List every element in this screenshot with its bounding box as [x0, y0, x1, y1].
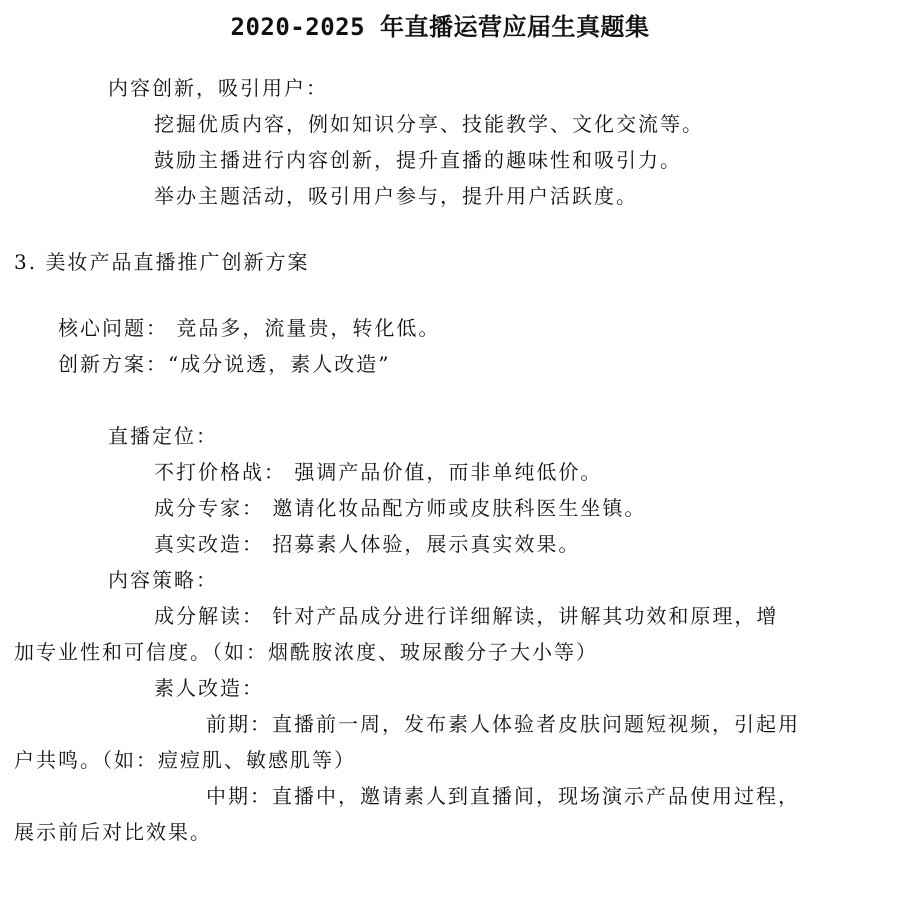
spacer	[14, 382, 866, 418]
document-title: 2020-2025 年直播运营应届生真题集	[230, 13, 650, 41]
content-strategy-label: 内容策略：	[108, 568, 218, 592]
spacer	[14, 280, 866, 310]
mid-stage-line: 中期：直播中，邀请素人到直播间，现场演示产品使用过程，	[206, 784, 800, 808]
early-stage-continuation: 户共鸣。（如：痘痘肌、敏感肌等）	[14, 748, 356, 772]
innovation-plan: 创新方案：“成分说透，素人改造”	[58, 352, 391, 376]
intro-item: 挖掘优质内容，例如知识分享、技能教学、文化交流等。	[154, 112, 704, 136]
positioning-item: 真实改造： 招募素人体验，展示真实效果。	[154, 532, 581, 556]
ingredient-analysis-continuation: 加专业性和可信度。（如：烟酰胺浓度、玻尿酸分子大小等）	[14, 640, 598, 664]
positioning-item: 成分专家： 邀请化妆品配方师或皮肤科医生坐镇。	[154, 496, 647, 520]
intro-item: 举办主题活动，吸引用户参与，提升用户活跃度。	[154, 184, 638, 208]
section-heading: 3. 美妆产品直播推广创新方案	[14, 250, 310, 274]
positioning-item: 不打价格战： 强调产品价值，而非单纯低价。	[154, 460, 603, 484]
early-stage-line: 前期：直播前一周，发布素人体验者皮肤问题短视频，引起用	[206, 712, 800, 736]
intro-item: 鼓励主播进行内容创新，提升直播的趣味性和吸引力。	[154, 148, 682, 172]
mid-stage-continuation: 展示前后对比效果。	[14, 820, 212, 844]
spacer	[14, 214, 866, 244]
positioning-label: 直播定位：	[108, 424, 218, 448]
core-issue: 核心问题： 竞品多，流量贵，转化低。	[58, 316, 441, 340]
intro-label: 内容创新，吸引用户：	[108, 76, 328, 100]
makeover-label: 素人改造：	[154, 676, 264, 700]
ingredient-analysis-line: 成分解读： 针对产品成分进行详细解读，讲解其功效和原理，增	[154, 604, 779, 628]
